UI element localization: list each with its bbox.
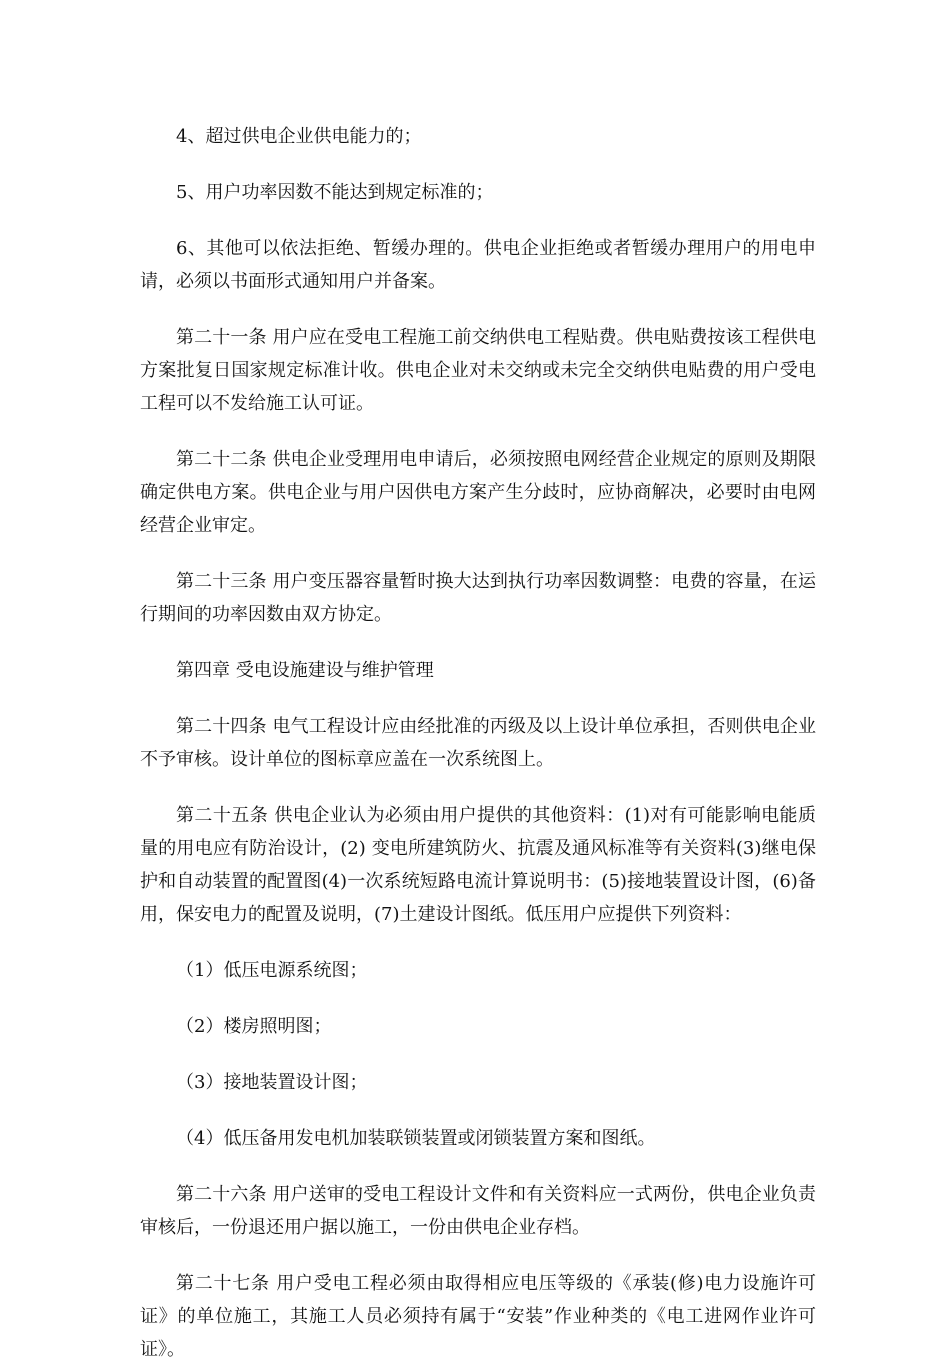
article-23: 第二十三条 用户变压器容量暂时换大达到执行功率因数调整：电费的容量，在运行期间的功率因数由双方协定。 [140, 571, 816, 625]
paragraph-item-6: 6、其他可以依法拒绝、暂缓办理的。供电企业拒绝或者暂缓办理用户的用电申请，必须以书面形式通知用户并备案。 [140, 238, 816, 292]
document-body [140, 120, 816, 1366]
paragraph-item-4: 4、超过供电企业供电能力的； [176, 126, 422, 147]
article-27: 第二十七条 用户受电工程必须由取得相应电压等级的《承装(修)电力设施许可证》的单位施工，其施工人员必须持有属于“安装”作业种类的《电工进网作业许可证》。 [140, 1273, 816, 1360]
article-21: 第二十一条 用户应在受电工程施工前交纳供电工程贴费。供电贴费按该工程供电方案批复日国家规定标准计收。供电企业对未交纳或未完全交纳供电贴费的用户受电工程可以不发给施工认可证。 [140, 327, 816, 414]
article-24: 第二十四条 电气工程设计应由经批准的丙级及以上设计单位承担，否则供电企业不予审核。设计单位的图标章应盖在一次系统图上。 [140, 716, 816, 770]
article-26: 第二十六条 用户送审的受电工程设计文件和有关资料应一式两份，供电企业负责审核后，一份退还用户据以施工，一份由供电企业存档。 [140, 1184, 816, 1238]
article-22: 第二十二条 供电企业受理用电申请后，必须按照电网经营企业规定的原则及期限确定供电方案。供电企业与用户因供电方案产生分歧时，应协商解决，必要时由电网经营企业审定。 [140, 449, 816, 536]
list-item-3: （3）接地装置设计图； [176, 1072, 368, 1093]
article-25: 第二十五条 供电企业认为必须由用户提供的其他资料：(1)对有可能影响电能质量的用电应有防治设计，(2) 变电所建筑防火、抗震及通风标准等有关资料(3)继电保护和自动装置的配置图(4)一次系统短路电流计算说明书：(5)接地装置设计图，(6)备用，保安电力的配置及说明，(7)土建设计图纸。低压用户应提供下列资料： [140, 805, 816, 925]
list-item-1: （1）低压电源系统图； [176, 960, 368, 981]
list-item-2: （2）楼房照明图； [176, 1016, 332, 1037]
chapter-heading-4: 第四章 受电设施建设与维护管理 [176, 660, 434, 681]
list-item-4: （4）低压备用发电机加装联锁装置或闭锁装置方案和图纸。 [176, 1128, 656, 1149]
paragraph-item-5: 5、用户功率因数不能达到规定标准的； [176, 182, 494, 203]
